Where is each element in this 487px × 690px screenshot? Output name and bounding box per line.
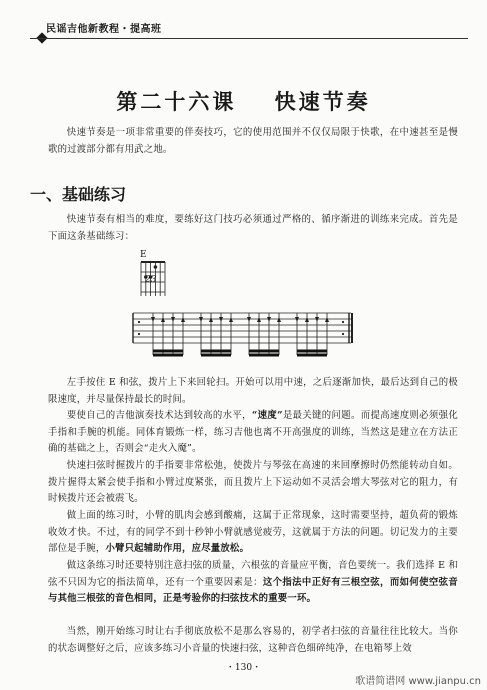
header-rule [30, 38, 468, 39]
relaxation-paragraph: 当然，刚开始练习时让右手彻底放松不是那么容易的，初学者扫弦的音量往往比较大。当你的状态调整好之后，应该多练习小音量的快速扫弦，这种音色细碎纯净，在电箱琴上效 [48, 626, 458, 654]
pick-grip-paragraph: 快速扫弦时握拨片的手指要非常松弛，使拨片与琴弦在高速的来回摩擦时仍然能转动自如。拨片握得太紧会使手指和小臂过度紧张，而且拨片上下运动如不灵活会增大琴弦对它的阻力，有时候拨片还会被震飞。 [48, 460, 458, 505]
chord-fingering: 23 [145, 275, 157, 285]
header-title: 民谣吉他新教程・提高班 [46, 24, 162, 35]
page-number: ・130・ [225, 663, 262, 673]
forearm-emphasis: 小臂只起辅助作用，应尽量放松。 [105, 543, 250, 555]
intro-paragraph: 快速节奏是一项非常重要的伴奏技巧，它的使用范围并不仅仅局限于快歌，在中速甚至是慢歌的过渡部分都有用武之地。 [48, 127, 458, 155]
forearm-text: 做上面的练习时，小臂的肌肉会感到酸痛，这属于正常现象，这时需要坚持，超负荷的锻炼收效才快。不过，有的同学不到十秒钟小臂就感觉疲劳，这就属于方法的问题。切记发力的主要部位是手腕， [48, 510, 458, 555]
watermark: 歌谱简谱网 www.jianpu.cn [355, 676, 481, 687]
exercise-intro-paragraph: 快速节奏有相当的难度，要练好这门技巧必须通过严格的、循序渐进的训练来完成。首先是下面这条基础练习： [48, 214, 458, 242]
lesson-name: 快速节奏 [274, 90, 371, 114]
section-heading: 一、基础练习 [30, 185, 127, 204]
strum-quality-text: 做这条练习时还要特别注意扫弦的质量，六根弦的音量应平衡，音色要统一。我们选择 E 和弦不只因为它的指法简单，还有一个重要因素是： [48, 560, 458, 588]
speed-emphasis: “速度” [251, 410, 283, 421]
chord-name: E [140, 250, 147, 260]
lesson-number: 第二十六课 [116, 90, 237, 114]
strum-quality-paragraph [48, 558, 458, 608]
speed-paragraph [48, 408, 458, 458]
forearm-paragraph [48, 508, 458, 558]
lesson-title [0, 86, 487, 116]
speed-text-a: 要使自己的吉他演奏技术达到较高的水平， [66, 410, 252, 421]
strum-quality-emphasis: 这个指法中正好有三根空弦，而如何使空弦音与其他三根弦的音色相同，正是考验你的扫弦技术的重要一环。 [48, 576, 458, 605]
exercise-instruction-paragraph: 左手按住 E 和弦，拨片上下来回轮扫。开始可以用中速，之后逐渐加快，最后达到自己的极限速度，并尽量保持最长的时间。 [48, 377, 458, 405]
speed-text-b: 是最关键的问题。而提高速度则必须强化手指和手腕的机能。同体育锻炼一样，练习吉他也离不开高强度的训练，当然这是建立在方法正确的基础之上，否则会“走火入魔”。 [48, 410, 458, 455]
strum-tablature [131, 309, 353, 373]
